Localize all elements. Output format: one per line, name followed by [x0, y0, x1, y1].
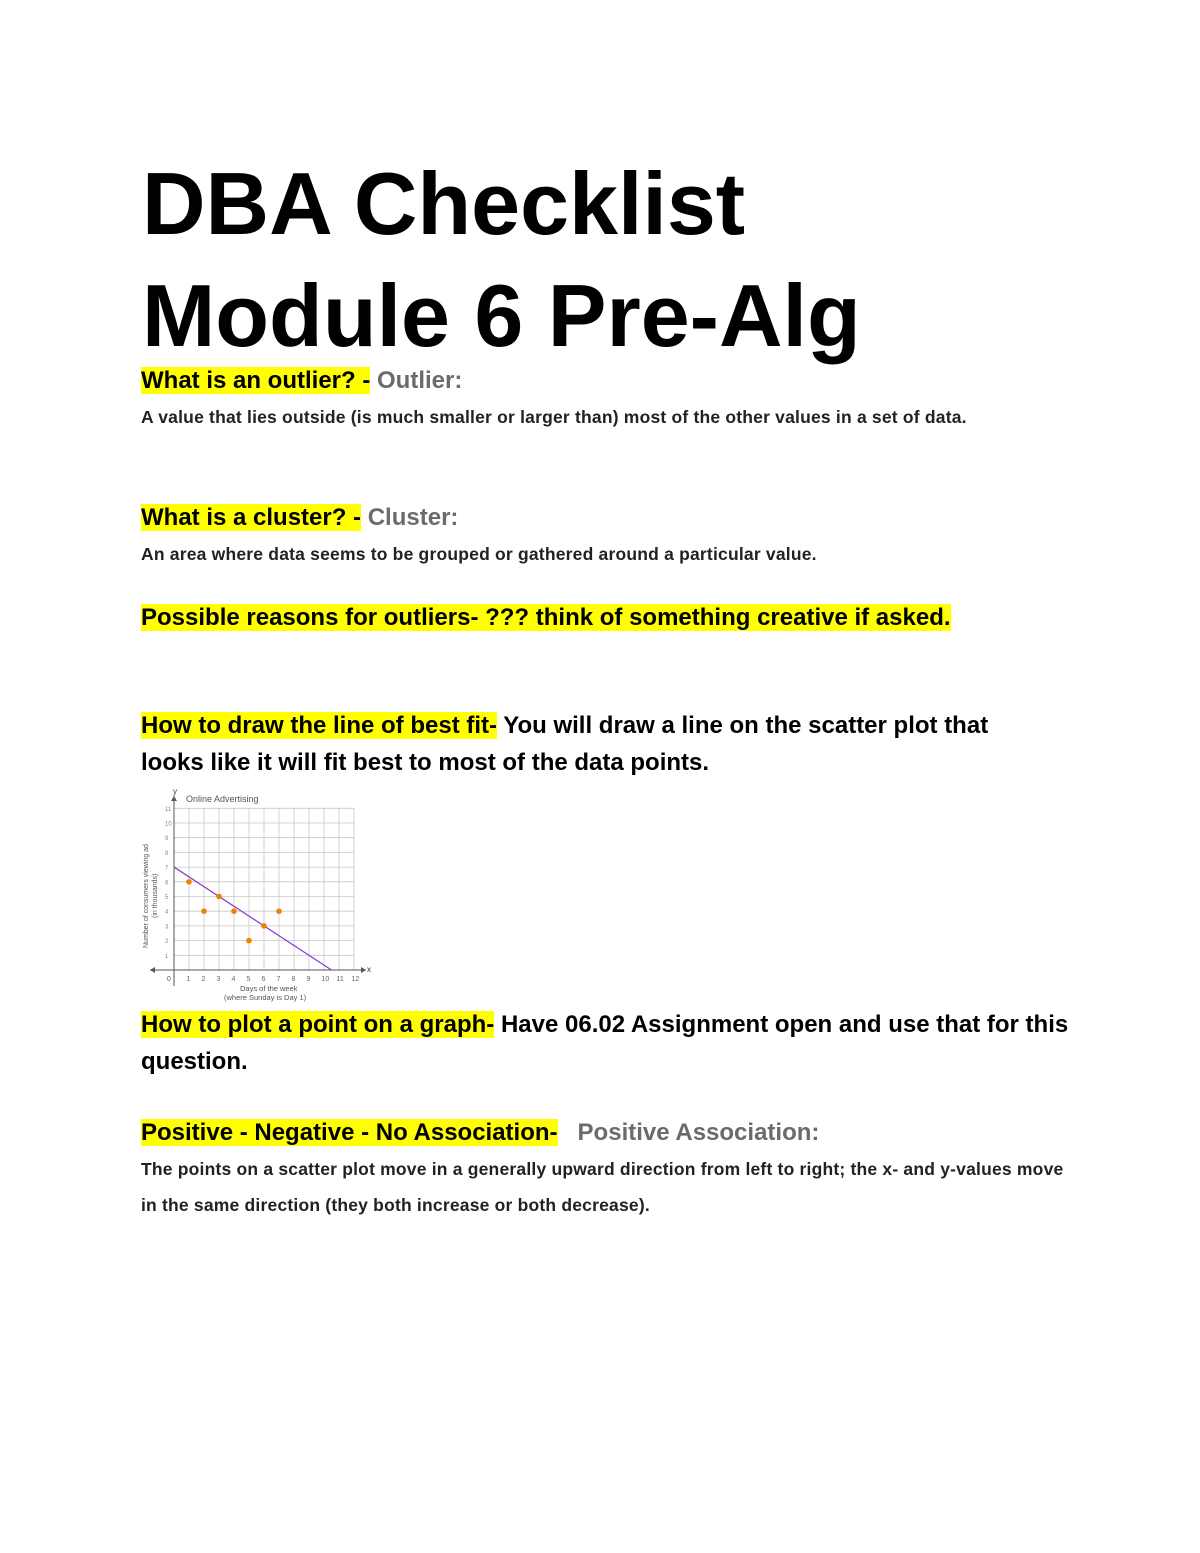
data-point — [201, 908, 207, 914]
chart-grid — [174, 808, 354, 970]
y-tick-label: 10 — [165, 821, 172, 828]
outlier-question: What is an outlier? - — [141, 367, 371, 394]
chart-axes — [150, 796, 366, 986]
page-title — [142, 148, 1102, 372]
cluster-definition: An area where data seems to be grouped or gathered around a particular value. — [141, 544, 817, 564]
plot-point-answer: Have 06.02 Assignment open and use that for this question. — [141, 1011, 1069, 1075]
y-tick-label: 4 — [165, 909, 169, 916]
scatter-chart — [138, 786, 378, 1004]
data-point — [186, 879, 192, 885]
y-tick-label: 8 — [165, 850, 169, 857]
chart-x-label-sub: (where Sunday is Day 1) — [224, 993, 307, 1002]
title-line-2: Module 6 Pre-Alg — [142, 266, 861, 365]
data-point — [276, 908, 282, 914]
x-tick-label: 8 — [291, 976, 296, 983]
y-tick-label: 9 — [165, 836, 169, 843]
chart-y-axis-letter: y — [173, 787, 177, 796]
cluster-section — [141, 499, 1071, 572]
outlier-definition: A value that lies outside (is much smaller or larger than) most of the other values in a set of data. — [141, 407, 967, 427]
x-axis-arrow — [361, 967, 366, 973]
outlier-section — [141, 362, 1071, 435]
x-tick-label: 4 — [231, 976, 236, 983]
plot-point-section — [141, 1006, 1071, 1080]
reasons-section — [141, 599, 1021, 636]
cluster-question: What is a cluster? - — [141, 504, 362, 531]
x-tick-label: 6 — [261, 976, 266, 983]
best-fit-section — [141, 707, 1041, 781]
y-tick-label: 5 — [165, 895, 169, 901]
y-axis-arrow — [171, 796, 177, 801]
y-tick-label: 2 — [165, 939, 169, 946]
y-tick-label: 3 — [165, 924, 169, 931]
x-tick-label: 12 — [351, 976, 360, 983]
outlier-term: Outlier: — [377, 367, 463, 394]
chart-ticks — [165, 807, 359, 983]
reasons-question: Possible reasons for outliers- ??? think of something creative if asked. — [141, 604, 951, 631]
title-line-1: DBA Checklist — [142, 154, 746, 253]
x-tick-label: 3 — [216, 976, 221, 983]
data-point — [231, 908, 237, 914]
y-tick-label: 1 — [165, 953, 169, 960]
association-section — [141, 1114, 1071, 1223]
data-point — [246, 938, 252, 944]
y-tick-label: 11 — [165, 806, 172, 813]
plot-point-question: How to plot a point on a graph- — [141, 1011, 495, 1038]
association-term: Positive Association: — [577, 1119, 820, 1146]
chart-y-label: Number of consumers viewing ad — [143, 844, 150, 948]
chart-x-label: Days of the week — [240, 984, 298, 993]
best-fit-answer: You will draw a line on the scatter plot that looks like it will fit best to most of the data points. — [141, 712, 989, 776]
x-tick-label: 2 — [201, 976, 206, 983]
x-tick-label: 7 — [276, 976, 281, 983]
association-question: Positive - Negative - No Association- — [141, 1119, 558, 1146]
y-tick-label: 7 — [165, 865, 169, 872]
x-tick-label: 1 — [186, 976, 191, 983]
x-tick-label: 10 — [321, 976, 330, 983]
chart-x-axis-letter: x — [367, 965, 371, 974]
best-fit-line — [174, 867, 332, 970]
data-point — [216, 894, 222, 900]
cluster-term: Cluster: — [367, 504, 459, 531]
x-axis-arrow-left — [150, 967, 155, 973]
chart-trend — [174, 867, 332, 970]
best-fit-question: How to draw the line of best fit- — [141, 712, 497, 739]
y-tick-label: 6 — [165, 880, 169, 887]
data-point — [261, 923, 267, 929]
x-tick-label: 11 — [336, 976, 344, 983]
chart-title: Online Advertising — [186, 794, 259, 804]
association-definition: The points on a scatter plot move in a generally upward direction from left to right; the x- and y-values move in the same direction (they both increase or both decrease). — [141, 1159, 1064, 1215]
chart-y-label-sub: (in thousands) — [152, 873, 159, 918]
x-tick-label: 5 — [246, 976, 251, 983]
x-tick-label: 9 — [306, 976, 311, 983]
chart-origin-label: 0 — [167, 976, 171, 983]
